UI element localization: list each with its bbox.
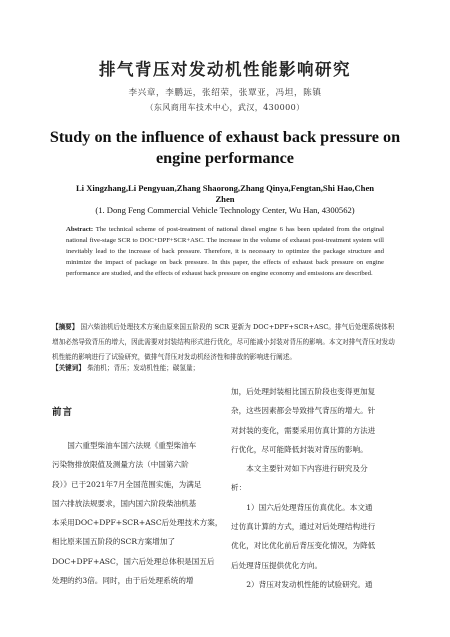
right-paragraphs xyxy=(231,382,399,594)
chinese-affiliation: （东风商用车技术中心，武汉，430000） xyxy=(145,103,305,112)
chinese-authors: 李兴章，李鹏远，张绍荣，张覃亚，冯坦，陈镇 xyxy=(128,88,322,98)
text-line: 后处理背压提供优化方向。 xyxy=(231,560,323,570)
text-line: 段）》已于2021年7月全国范围实施，为满足 xyxy=(52,479,202,489)
english-authors: Li Xingzhang,Li Pengyuan,Zhang Shaorong,Zhang Qinya,Fengtan,Shi Hao,Chen Zhen xyxy=(75,183,375,204)
english-affiliation: (1. Dong Feng Commercial Vehicle Technology Center, Wu Han, 4300562) xyxy=(95,205,355,215)
text-line: 处理的约3倍。同时，由于后处理系统的增 xyxy=(52,576,194,586)
text-line: 国六重型柴油车国六法规《重型柴油车 xyxy=(67,441,197,450)
text-line: 杂，这些因素都会导致排气背压的增大。针 xyxy=(231,406,376,416)
chinese-abstract-text: 国六柴油机后处理技术方案由原来国五阶段的 SCR 更新为 DOC+DPF+SCR+ASC。排气后处理系统体积增加必然导致背压的增大，因此需要对封装结构形式进行优化，尽可能减小封装对背压的影响。本文对排气背压对发动机性能的影响进行了试验研究，做排气背压对发动机经济性和排放的影响进行阐述。 xyxy=(52,323,395,361)
text-line: 加，后处理封装相比国五阶段也变得更加复 xyxy=(231,387,376,396)
text-line: DOC+DPF+ASC，国六后处理总体积是国五后 xyxy=(52,556,215,566)
chinese-abstract-label: 【摘要】 xyxy=(52,323,79,331)
left-column xyxy=(52,382,223,590)
text-line: 相比原来国五阶段的SCR方案增加了 xyxy=(52,537,176,547)
keywords-label: 【关键词】 xyxy=(52,364,85,372)
text-line: 行优化，尽可能降低封装对背压的影响。 xyxy=(231,444,368,454)
english-abstract-text: The technical scheme of post-treatment of national diesel engine 6 has been updated from the original national five-stage SCR to DOC+DPF+SCR+ASC. The increase in the volume of exhaust post-treatment system will inevitably lead to the increase of back pressure. Therefore, it is necessary to optimize the package structure and minimize the impact of package on back pressure. In this paper, the effects of exhaust back pressure on engine performance are studied, and the effects of exhaust back pressure on engine economy and emissions are described. xyxy=(66,226,384,277)
english-abstract-label: Abstract: xyxy=(66,226,94,233)
text-line: 对封装的变化，需要采用仿真计算的方法进 xyxy=(231,425,376,435)
english-title: Study on the influence of exhaust back pressure on engine performance xyxy=(49,128,401,167)
text-line: 析： xyxy=(231,483,247,493)
right-column xyxy=(231,382,399,594)
english-abstract xyxy=(66,225,384,280)
text-line: 本采用DOC+DPF+SCR+ASC后处理技术方案， xyxy=(52,518,223,528)
keywords-text: 柴油机；背压；发动机性能；碳氢量； xyxy=(87,364,200,372)
keywords xyxy=(52,362,396,372)
text-line: 本文主要针对如下内容进行研究及分 xyxy=(246,464,368,474)
intro-paragraph xyxy=(52,436,223,590)
chinese-title: 排气背压对发动机性能影响研究 xyxy=(99,60,351,79)
text-line: 2）背压对发动机性能的试验研究。通 xyxy=(246,579,373,589)
text-line: 1）国六后处理背压仿真优化。本文通 xyxy=(246,502,373,512)
text-line: 污染物排放限值及测量方法（中国第六阶 xyxy=(52,460,189,470)
chinese-abstract xyxy=(52,320,396,365)
text-line: 国六排放法规要求，国内国六阶段柴油机基 xyxy=(52,498,197,508)
text-line: 优化，对比优化前后背压变化情况，为降低 xyxy=(231,541,376,551)
section-heading-intro: 前言 xyxy=(52,407,74,418)
text-line: 过仿真计算的方式，通过对后处理结构进行 xyxy=(231,522,376,532)
